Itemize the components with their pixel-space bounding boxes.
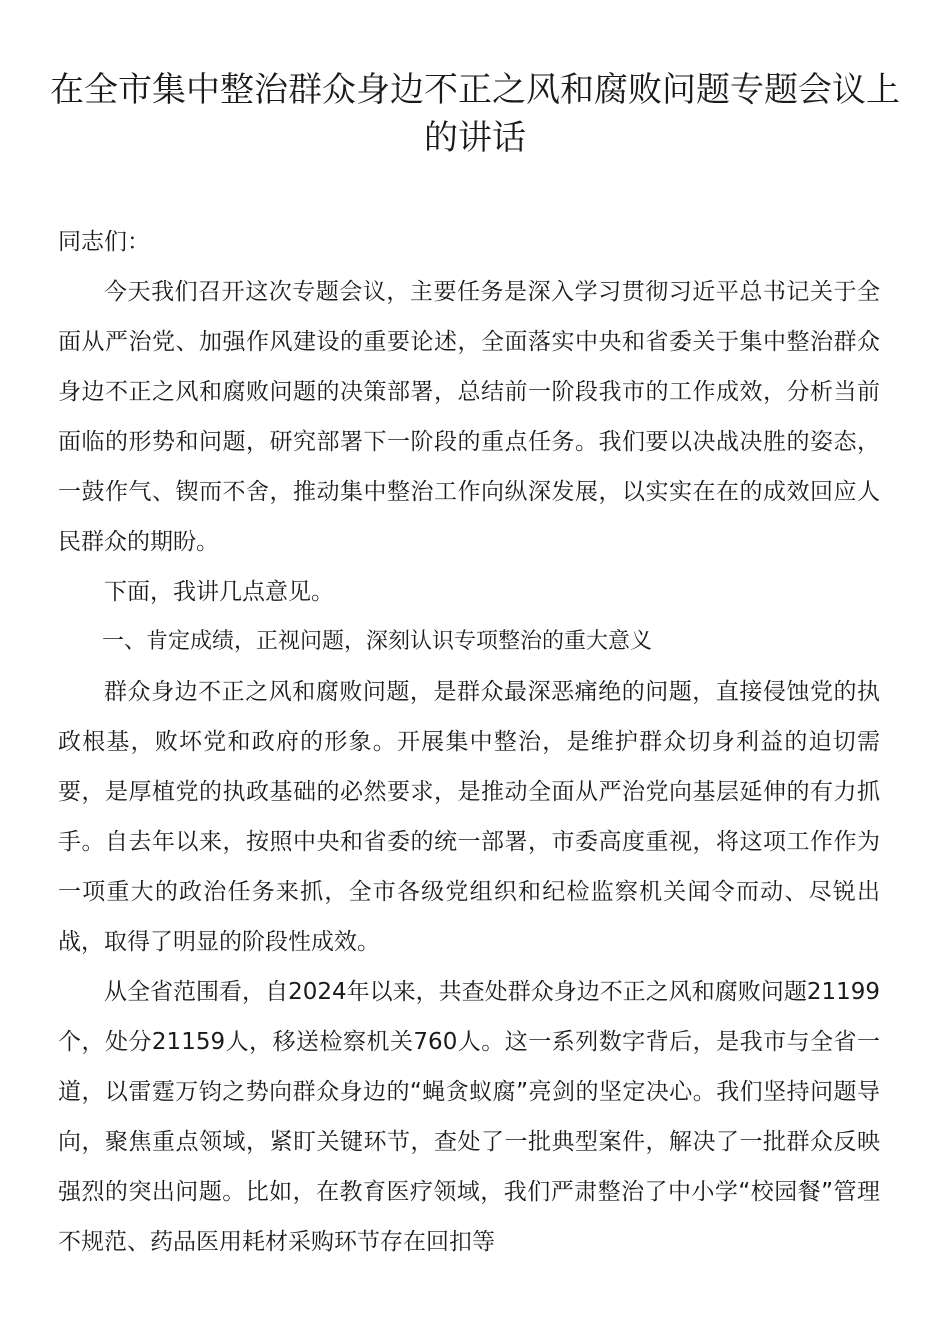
document-body: [58, 217, 880, 1267]
salutation: 同志们：: [58, 229, 150, 255]
paragraph-intro: 今天我们召开这次专题会议，主要任务是深入学习贯彻习近平总书记关于全面从严治党、加强作风建设的重要论述，全面落实中央和省委关于集中整治群众身边不正之风和腐败问题的决策部署，总结前一阶段我市的工作成效，分析当前面临的形势和问题，研究部署下一阶段的重点任务。我们要以决战决胜的姿态，一鼓作气、锲而不舍，推动集中整治工作向纵深发展，以实实在在的成效回应人民群众的期盼。: [58, 279, 880, 555]
section-heading: 一、肯定成绩，正视问题，深刻认识专项整治的重大意义: [102, 629, 653, 654]
paragraph-transition: 下面，我讲几点意见。: [104, 579, 334, 605]
paragraph-significance: 群众身边不正之风和腐败问题，是群众最深恶痛绝的问题，直接侵蚀党的执政根基，败坏党和政府的形象。开展集中整治，是维护群众切身利益的迫切需要，是厚植党的执政基础的必然要求，是推动全面从严治党向基层延伸的有力抓手。自去年以来，按照中央和省委的统一部署，市委高度重视，将这项工作作为一项重大的政治任务来抓，全市各级党组织和纪检监察机关闻令而动、尽锐出战，取得了明显的阶段性成效。: [58, 679, 880, 955]
document-title: 在全市集中整治群众身边不正之风和腐败问题专题会议上的讲话: [50, 70, 900, 158]
paragraph-statistics: 从全省范围看，自2024年以来，共查处群众身边不正之风和腐败问题21199个，处分21159人，移送检察机关760人。这一系列数字背后，是我市与全省一道，以雷霆万钧之势向群众身边的“蝇贪蚁腐”亮剑的坚定决心。我们坚持问题导向，聚焦重点领域，紧盯关键环节，查处了一批典型案件，解决了一批群众反映强烈的突出问题。比如，在教育医疗领域，我们严肃整治了中小学“校园餐”管理不规范、药品医用耗材采购环节存在回扣等: [58, 979, 880, 1255]
